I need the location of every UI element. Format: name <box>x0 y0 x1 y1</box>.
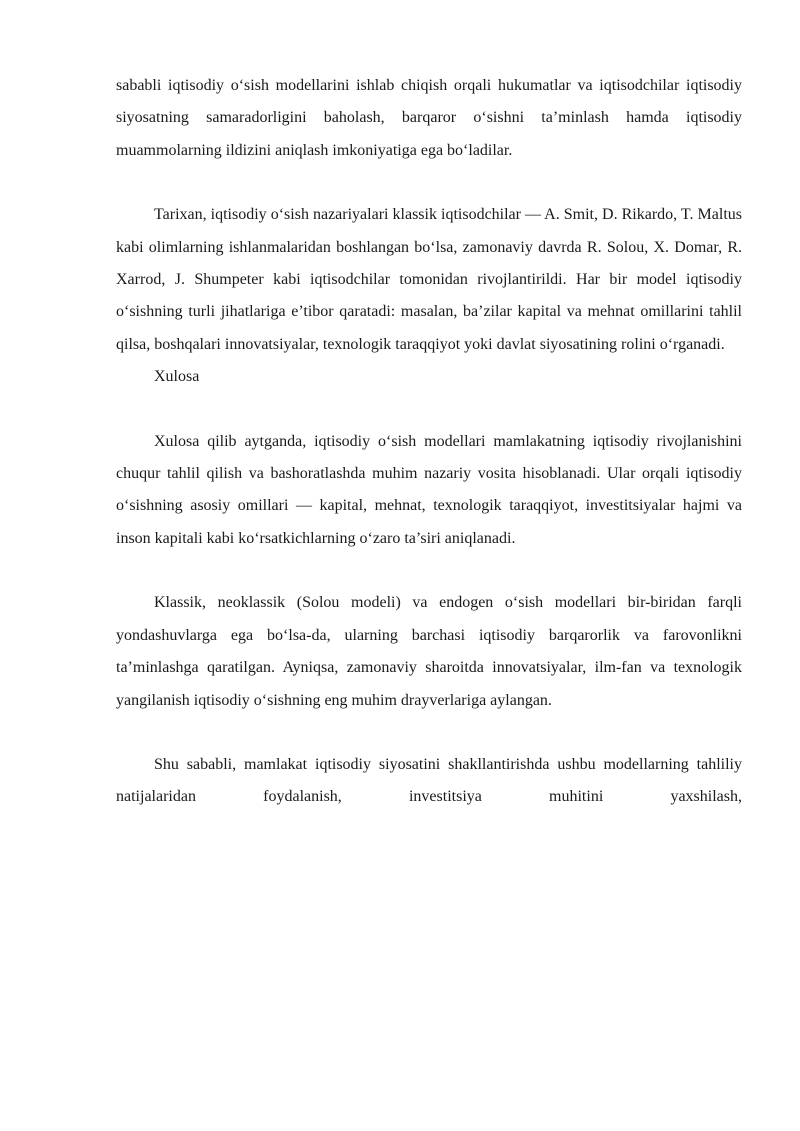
section-heading: Xulosa <box>154 368 200 386</box>
paragraph-continuation: sababli iqtisodiy o‘sish modellarini ishlab chiqish orqali hukumatlar va iqtisodchilar iqtisodiy siyosatning samaradorligini baholash, barqaror o‘sishni ta’minlash hamda iqtisodiy muammolarning ildizini aniqlash imkoniyatiga ega bo‘ladilar. <box>116 77 742 159</box>
paragraph-conclusion-3: Shu sababli, mamlakat iqtisodiy siyosatini shakllantirishda ushbu modellarning tahliliy natijalaridan foydalanish, investitsiya muhitini yaxshilash, <box>116 755 742 806</box>
paragraph-history: Tarixan, iqtisodiy o‘sish nazariyalari klassik iqtisodchilar — A. Smit, D. Rikardo, T. Maltus kabi olimlarning ishlanmalaridan boshlangan bo‘lsa, zamonaviy davrda R. Solou, X. Domar, R. Xarrod, J. Shumpeter kabi iqtisodchilar tomonidan rivojlantirildi. Har bir model iqtisodiy o‘sishning turli jihatlariga e’tibor qaratadi: masalan, ba’zilar kapital va mehnat omillarini tahlil qilsa, boshqalari innovatsiyalar, texnologik taraqqiyot yoki davlat siyosatining rolini o‘rganadi. <box>116 206 742 353</box>
paragraph-conclusion-1: Xulosa qilib aytganda, iqtisodiy o‘sish modellari mamlakatning iqtisodiy rivojlanishini chuqur tahlil qilish va bashoratlashda muhim nazariy vosita hisoblanadi. Ular orqali iqtisodiy o‘sishning asosiy omillari — kapital, mehnat, texnologik taraqqiyot, investitsiyalar hajmi va inson kapitali kabi ko‘rsatkichlarning o‘zaro ta’siri aniqlanadi. <box>116 432 742 547</box>
document-page <box>116 70 742 814</box>
paragraph-conclusion-2: Klassik, neoklassik (Solou modeli) va endogen o‘sish modellari bir-biridan farqli yondashuvlarga ega bo‘lsa-da, ularning barchasi iqtisodiy barqarorlik va farovonlikni ta’minlashga qaratilgan. Ayniqsa, zamonaviy sharoitda innovatsiyalar, ilm-fan va texnologik yangilanish iqtisodiy o‘sishning eng muhim drayverlariga aylangan. <box>116 594 742 709</box>
